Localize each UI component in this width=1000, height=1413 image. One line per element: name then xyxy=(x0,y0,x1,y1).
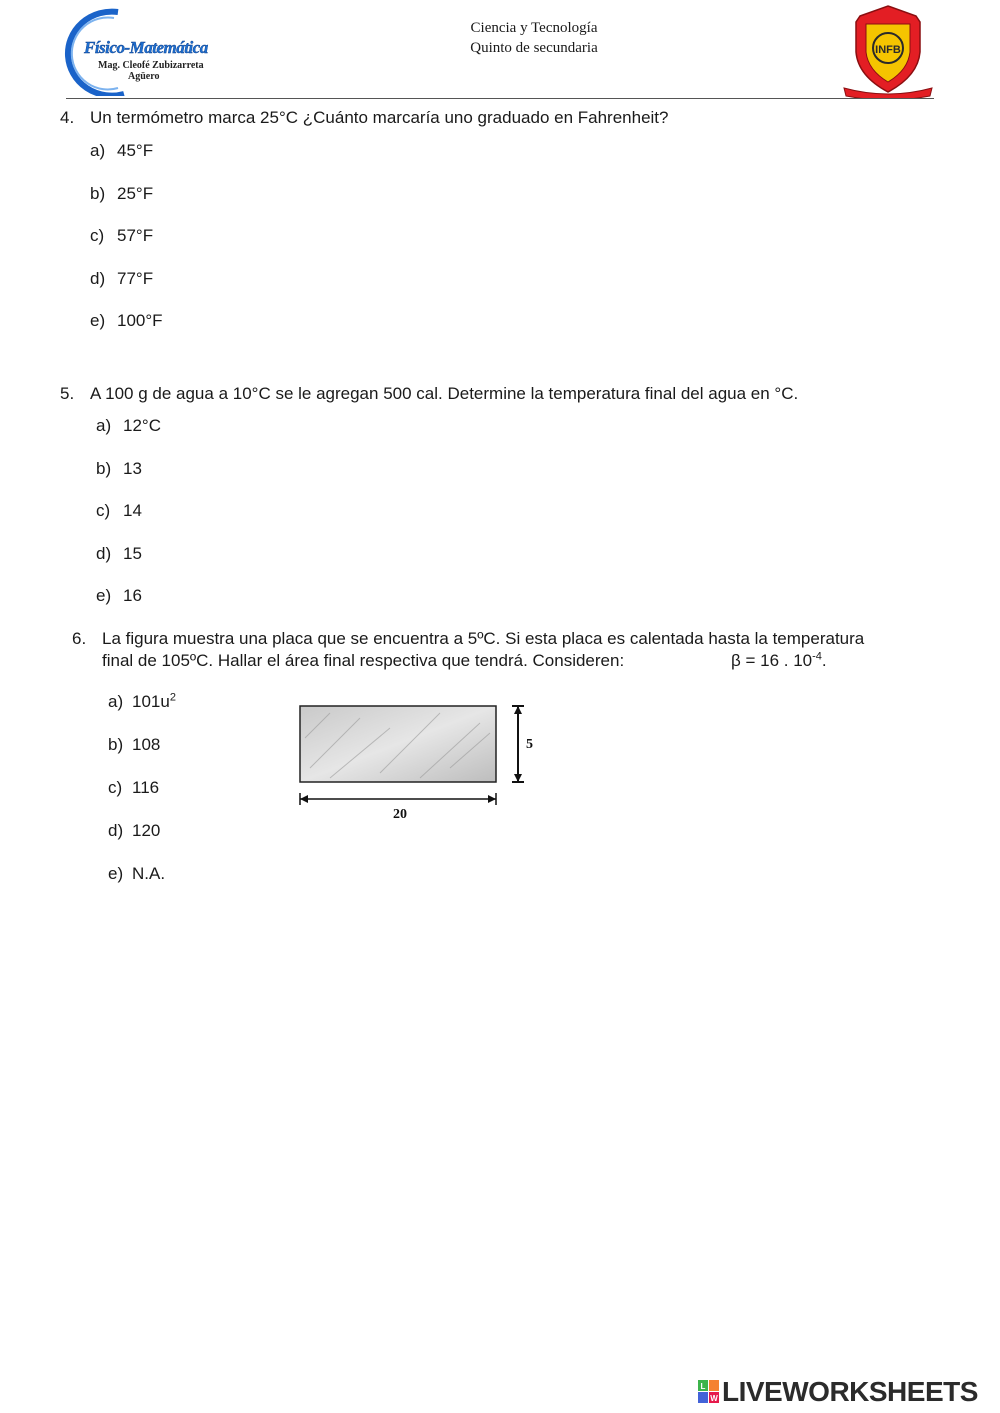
option-letter: b) xyxy=(90,183,106,203)
option-letter: c) xyxy=(96,501,111,520)
question-5 xyxy=(60,383,980,405)
option-text: 100°F xyxy=(117,311,163,330)
option-letter: c) xyxy=(90,226,105,245)
option-text: 57°F xyxy=(117,226,154,245)
option-a[interactable] xyxy=(96,415,161,458)
question-4-options xyxy=(90,140,163,353)
option-c[interactable] xyxy=(108,777,176,820)
option-letter: d) xyxy=(108,821,124,840)
option-text: 16 xyxy=(123,586,142,605)
option-superscript: 2 xyxy=(169,691,176,704)
question-line-1 xyxy=(72,628,972,650)
plate-figure xyxy=(290,698,550,828)
option-text: 25°F xyxy=(117,183,154,203)
header-divider xyxy=(66,98,934,99)
question-4 xyxy=(60,107,960,129)
option-letter: a) xyxy=(96,416,112,435)
option-text: 45°F xyxy=(117,141,154,160)
beta-value: β = 16 . 10 xyxy=(731,651,813,670)
option-b[interactable] xyxy=(90,183,163,226)
school-shield-logo xyxy=(840,4,936,98)
shield-icon xyxy=(840,4,936,98)
option-a[interactable] xyxy=(90,140,163,183)
badge-letter-w: W xyxy=(710,1394,718,1403)
option-letter: b) xyxy=(96,458,112,478)
question-text-line1: La figura muestra una placa que se encuentra a 5ºC. Si esta placa es calentada hasta la temperatura xyxy=(102,629,865,648)
option-text: 116 xyxy=(132,778,160,797)
height-arrow-top-icon xyxy=(514,706,522,714)
option-e[interactable] xyxy=(108,863,176,906)
option-d[interactable] xyxy=(108,820,176,863)
option-text: 14 xyxy=(123,501,142,520)
plate-rectangle xyxy=(300,706,496,782)
option-letter: e) xyxy=(96,586,112,605)
option-text: 13 xyxy=(123,458,142,478)
liveworksheets-logo-icon xyxy=(698,1380,720,1404)
option-a[interactable] xyxy=(108,691,176,734)
option-text: 101u xyxy=(132,692,170,711)
option-text: 12°C xyxy=(123,416,161,435)
logo-brand-text: Físico-Matemática xyxy=(84,38,208,57)
option-e[interactable] xyxy=(90,310,163,353)
option-letter: b) xyxy=(108,735,124,754)
option-text: 108 xyxy=(132,735,161,754)
liveworksheets-brand[interactable]: LIVEWORKSHEETS xyxy=(722,1376,978,1407)
title-line-1: Ciencia y Tecnología xyxy=(470,20,598,36)
question-number: 4. xyxy=(60,108,75,127)
option-letter: a) xyxy=(90,141,106,160)
beta-constant xyxy=(731,650,827,672)
option-c[interactable] xyxy=(96,500,161,543)
option-b[interactable] xyxy=(108,734,176,777)
question-line-2 xyxy=(72,650,972,672)
width-arrow-left-icon xyxy=(300,795,308,803)
question-text: A 100 g de agua a 10°C se le agregan 500 cal. Determine la temperatura final del agua en °C. xyxy=(90,384,799,403)
question-text: Un termómetro marca 25°C ¿Cuánto marcaría uno graduado en Fahrenheit? xyxy=(90,108,669,127)
header xyxy=(0,0,1000,100)
question-number: 5. xyxy=(60,384,75,403)
option-text: N.A. xyxy=(132,864,166,883)
question-6-options xyxy=(108,691,176,906)
option-e[interactable] xyxy=(96,585,161,628)
beta-end: . xyxy=(821,651,827,670)
height-arrow-bottom-icon xyxy=(514,774,522,782)
option-b[interactable] xyxy=(96,458,161,501)
question-5-options xyxy=(96,415,161,628)
option-letter: c) xyxy=(108,778,123,797)
width-arrow-right-icon xyxy=(488,795,496,803)
option-d[interactable] xyxy=(90,268,163,311)
option-d[interactable] xyxy=(96,543,161,586)
height-label: 5 xyxy=(526,737,533,752)
badge-letter-l: L xyxy=(700,1382,706,1391)
question-text-line2: final de 105ºC. Hallar el área final respectiva que tendrá. Consideren: xyxy=(102,651,625,670)
option-letter: d) xyxy=(96,543,112,563)
option-letter: d) xyxy=(90,268,106,288)
logo-subtitle-line1: Mag. Cleofé Zubizarreta xyxy=(98,60,204,71)
option-text: 120 xyxy=(132,821,161,840)
title-line-2: Quinto de secundaria xyxy=(470,40,598,56)
option-letter: e) xyxy=(90,311,106,330)
shield-letters: INFB xyxy=(875,44,901,56)
option-letter: e) xyxy=(108,864,124,883)
option-text: 77°F xyxy=(117,268,154,288)
beta-exponent: -4 xyxy=(812,650,822,663)
option-c[interactable] xyxy=(90,225,163,268)
plate-diagram xyxy=(290,698,550,828)
question-number: 6. xyxy=(72,629,87,648)
liveworksheets-badge xyxy=(698,1380,720,1404)
logo-subtitle-line2: Agüero xyxy=(128,71,160,82)
width-label: 20 xyxy=(393,807,407,822)
question-6 xyxy=(72,628,972,672)
logo-subtitle xyxy=(98,60,204,82)
option-letter: a) xyxy=(108,692,124,711)
option-text: 15 xyxy=(123,543,142,563)
